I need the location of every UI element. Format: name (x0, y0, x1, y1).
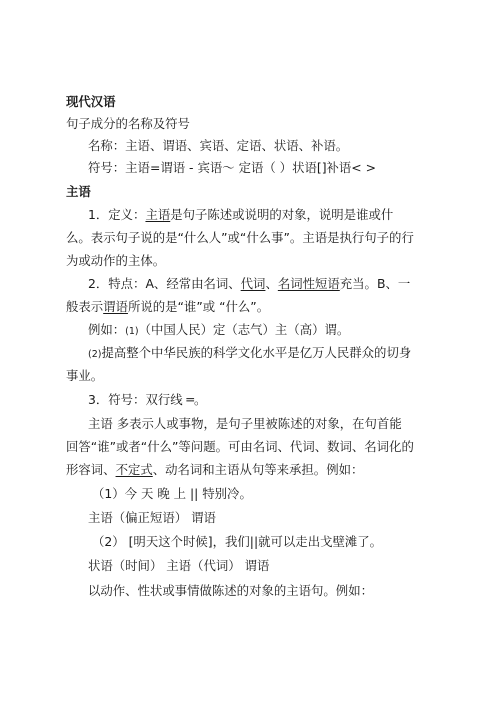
feature-predicate: 谓语 (103, 299, 128, 314)
subject-line3-b: 、动名词和主语从句等来承担。例如： (152, 462, 364, 477)
feature-line-2 (66, 299, 436, 315)
example-text-1: （中国人民）定（志气）主（高）谓。 (138, 322, 350, 337)
feature-line2-b: 所说的是“谁”或 “什么”。 (127, 299, 270, 314)
feature-prefix: 2．特点：A、经常由名词、 (88, 276, 241, 291)
subject-line-2: 回答“谁”或者“什么”等问题。可由名词、代词、数词、名词化的 (66, 439, 414, 454)
definition-term: 主语 (145, 207, 171, 222)
definition-rest: 是句子陈述或说明的对象，说明是谁或什 (170, 207, 394, 222)
definition-prefix: 1．定义： (88, 207, 146, 222)
final-line: 以动作、性状或事情做陈述的对象的主语句。例如： (88, 583, 373, 598)
feature-rest: 充当。B、一 (339, 276, 411, 291)
example-number-2: (2) (88, 349, 102, 360)
example-line-1 (88, 322, 436, 340)
document-title: 现代汉语 (66, 94, 116, 109)
feature-line2-a: 般表示 (66, 299, 104, 314)
example-line-3: 事业。 (66, 368, 104, 383)
definition-line-1 (88, 207, 436, 223)
example-prefix: 例如： (88, 322, 126, 337)
feature-noun-phrase: 名词性短语 (277, 276, 340, 291)
feature-separator: 、 (265, 276, 278, 291)
example-text-2: 提高整个中华民族的科学文化水平是亿万人民群众的切身 (101, 345, 412, 360)
definition-line-2: 么。表示句子说的是“什么人”或“什么事”。主语是执行句子的行 (66, 230, 414, 245)
symbols-line: 符号：主语=谓语 - 宾语～ 定语（ ）状语[]补语< > (88, 160, 377, 175)
example-note-1: 主语（偏正短语） 谓语 (88, 510, 216, 525)
names-line: 名称：主语、谓语、宾语、定语、状语、补语。 (88, 138, 349, 153)
definition-line-3: 为或动作的主体。 (66, 253, 166, 268)
example-line-2 (88, 345, 436, 363)
example-number-1: (1) (125, 326, 139, 337)
section-subtitle: 句子成分的名称及符号 (66, 116, 190, 131)
subject-infinitive: 不定式 (115, 462, 153, 477)
feature-pronoun: 代词 (240, 276, 266, 291)
subject-line-1: 主语 多表示人或事物，是句子里被陈述的对象，在句首能 (88, 416, 402, 431)
symbol-line: 3．符号：双行线 ═。 (88, 392, 207, 407)
example-sentence-1: （1）今 天 晚 上 || 特别冷。 (92, 486, 252, 501)
subject-heading: 主语 (66, 184, 91, 199)
example-note-2: 状语（时间） 主语（代词） 谓语 (88, 558, 270, 573)
subject-line-3 (66, 462, 436, 478)
feature-line-1 (88, 276, 436, 292)
example-sentence-2: （2） [明天这个时候]，我们||就可以走出戈壁滩了。 (92, 534, 383, 549)
subject-line3-a: 形容词、 (66, 462, 116, 477)
